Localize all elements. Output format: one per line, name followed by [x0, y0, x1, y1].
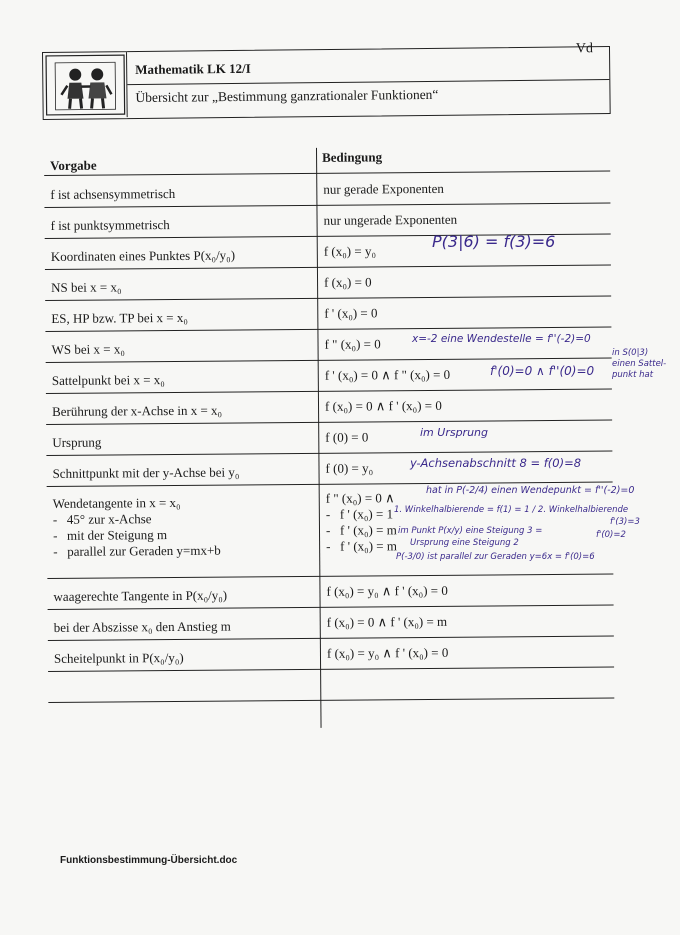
- note-ws: x=-2 eine Wendestelle = f''(-2)=0: [412, 333, 591, 345]
- sheet-subtitle: Übersicht zur „Bestimmung ganzrationaler Funktionen“: [135, 86, 439, 106]
- row-4-vorgabe: NS bei x = x₀: [51, 279, 122, 295]
- note-sattel-3: punkt hat: [612, 370, 654, 380]
- row-11-bedingung-line: [326, 538, 397, 555]
- row-11-bedingung: [326, 490, 397, 555]
- row-line: [48, 667, 614, 672]
- row-line: [48, 636, 614, 641]
- row-13-vorgabe: bei der Abszisse x₀ den Anstieg m: [53, 618, 231, 635]
- note-sattel: f'(0)=0 ∧ f''(0)=0: [490, 364, 595, 378]
- column-header-vorgabe: Vorgabe: [50, 157, 97, 173]
- header-divider: [127, 79, 609, 85]
- row-2-vorgabe: f ist punktsymmetrisch: [50, 217, 170, 233]
- note-steigung: im Punkt P(x/y) eine Steigung 3 =: [398, 526, 543, 536]
- row-line: [48, 605, 614, 610]
- note-steigung-2: Ursprung eine Steigung 2: [410, 538, 519, 548]
- row-line: [44, 171, 610, 176]
- row-12-vorgabe: waagerechte Tangente in P(x₀/y₀): [53, 587, 228, 604]
- row-5-bedingung: f ' (x₀) = 0: [324, 305, 378, 321]
- row-1-bedingung: nur gerade Exponenten: [323, 180, 444, 197]
- row-2-bedingung: nur ungerade Exponenten: [323, 211, 458, 228]
- row-line: [47, 574, 613, 579]
- row-11-bedingung-line: f " (x₀) = 0 ∧: [325, 490, 395, 506]
- row-11-bedingung-line: [326, 522, 397, 539]
- row-9-vorgabe: Ursprung: [52, 434, 102, 450]
- row-14-bedingung: f (x₀) = y₀ ∧ f ' (x₀) = 0: [326, 644, 449, 661]
- row-6-bedingung: f " (x₀) = 0: [324, 336, 381, 352]
- row-line: [46, 358, 612, 363]
- row-10-bedingung: f (0) = y₀: [325, 460, 374, 476]
- note-sattel-1: in S(0|3): [612, 348, 649, 358]
- row-8-vorgabe: Berührung der x-Achse in x = x₀: [51, 402, 223, 419]
- row-4-bedingung: f (x₀) = 0: [323, 274, 372, 290]
- note-sattel-2: einen Sattel-: [612, 359, 667, 369]
- school-logo-graphic: [43, 52, 128, 118]
- note-winkel-2: f'(3)=3: [610, 517, 640, 527]
- note-wende: hat in P(-2/4) einen Wendepunkt = f''(-2)=0: [426, 485, 635, 496]
- note-yachse: y-Achsenabschnitt 8 = f(0)=8: [410, 456, 582, 470]
- row-7-vorgabe: Sattelpunkt bei x = x₀: [51, 372, 165, 388]
- row-14-vorgabe: Scheitelpunkt in P(x₀/y₀): [53, 649, 184, 666]
- note-point: P(3|6) = f(3)=6: [432, 232, 556, 251]
- row-11-vorgabe-text: 45° zur x-Achse: [66, 511, 152, 527]
- row-11-vorgabe-line: [53, 543, 221, 560]
- row-12-bedingung: f (x₀) = y₀ ∧ f ' (x₀) = 0: [326, 582, 448, 599]
- row-6-vorgabe: WS bei x = x₀: [51, 341, 125, 357]
- row-line: [46, 420, 612, 425]
- school-logo: [43, 52, 128, 118]
- row-11-vorgabe: [53, 495, 221, 560]
- row-line: [48, 698, 614, 703]
- bullet: -: [53, 543, 58, 559]
- note-parallel: P(-3/0) ist parallel zur Geraden y=6x = f'(0)=6: [396, 552, 595, 562]
- row-11-bedingung-line: [326, 506, 397, 523]
- row-11-bedingung-text: f ' (x₀) = 1: [339, 506, 394, 522]
- row-11-vorgabe-line: [53, 511, 221, 528]
- column-header-bedingung: Bedingung: [322, 149, 383, 165]
- row-line: [46, 389, 612, 394]
- row-10-vorgabe: Schnittpunkt mit der y-Achse bei y₀: [52, 464, 240, 481]
- row-5-vorgabe: ES, HP bzw. TP bei x = x₀: [51, 309, 188, 326]
- row-line: [44, 203, 610, 208]
- row-11-vorgabe-text: parallel zur Geraden y=mx+b: [67, 542, 221, 559]
- row-11-vorgabe-line: Wendetangente in x = x₀: [52, 494, 181, 511]
- bullet: -: [326, 538, 331, 554]
- row-line: [45, 296, 611, 301]
- row-line: [45, 265, 611, 270]
- bullet: -: [325, 506, 331, 522]
- row-line: [45, 327, 611, 332]
- note-ursprung: im Ursprung: [420, 426, 489, 439]
- row-13-bedingung: f (x₀) = 0 ∧ f ' (x₀) = m: [326, 613, 448, 630]
- row-8-bedingung: f (x₀) = 0 ∧ f ' (x₀) = 0: [324, 397, 442, 414]
- sheet-code: Vd: [575, 41, 594, 57]
- row-7-bedingung: f ' (x₀) = 0 ∧ f " (x₀) = 0: [324, 366, 451, 383]
- row-1-vorgabe: f ist achsensymmetrisch: [50, 185, 176, 202]
- course-title: Mathematik LK 12/I: [135, 60, 251, 78]
- bullet: -: [52, 527, 58, 543]
- row-9-bedingung: f (0) = 0: [325, 429, 369, 445]
- file-name-footer: Funktionsbestimmung-Übersicht.doc: [60, 855, 238, 866]
- note-steigung-3: f'(0)=2: [596, 530, 626, 540]
- row-11-bedingung-text: f ' (x₀) = m: [339, 522, 397, 538]
- row-11-vorgabe-line: [53, 527, 221, 544]
- row-11-vorgabe-text: mit der Steigung m: [66, 527, 168, 543]
- row-11-bedingung-text: f ' (x₀) = m: [340, 538, 397, 554]
- note-winkel: 1. Winkelhalbierende = f(1) = 1 / 2. Winkelhalbierende: [394, 505, 629, 515]
- bullet: -: [52, 511, 58, 527]
- row-3-bedingung: f (x₀) = y₀: [323, 243, 377, 259]
- bullet: -: [325, 522, 331, 538]
- row-3-vorgabe: Koordinaten eines Punktes P(x₀/y₀): [50, 247, 236, 264]
- worksheet-header: [42, 41, 611, 120]
